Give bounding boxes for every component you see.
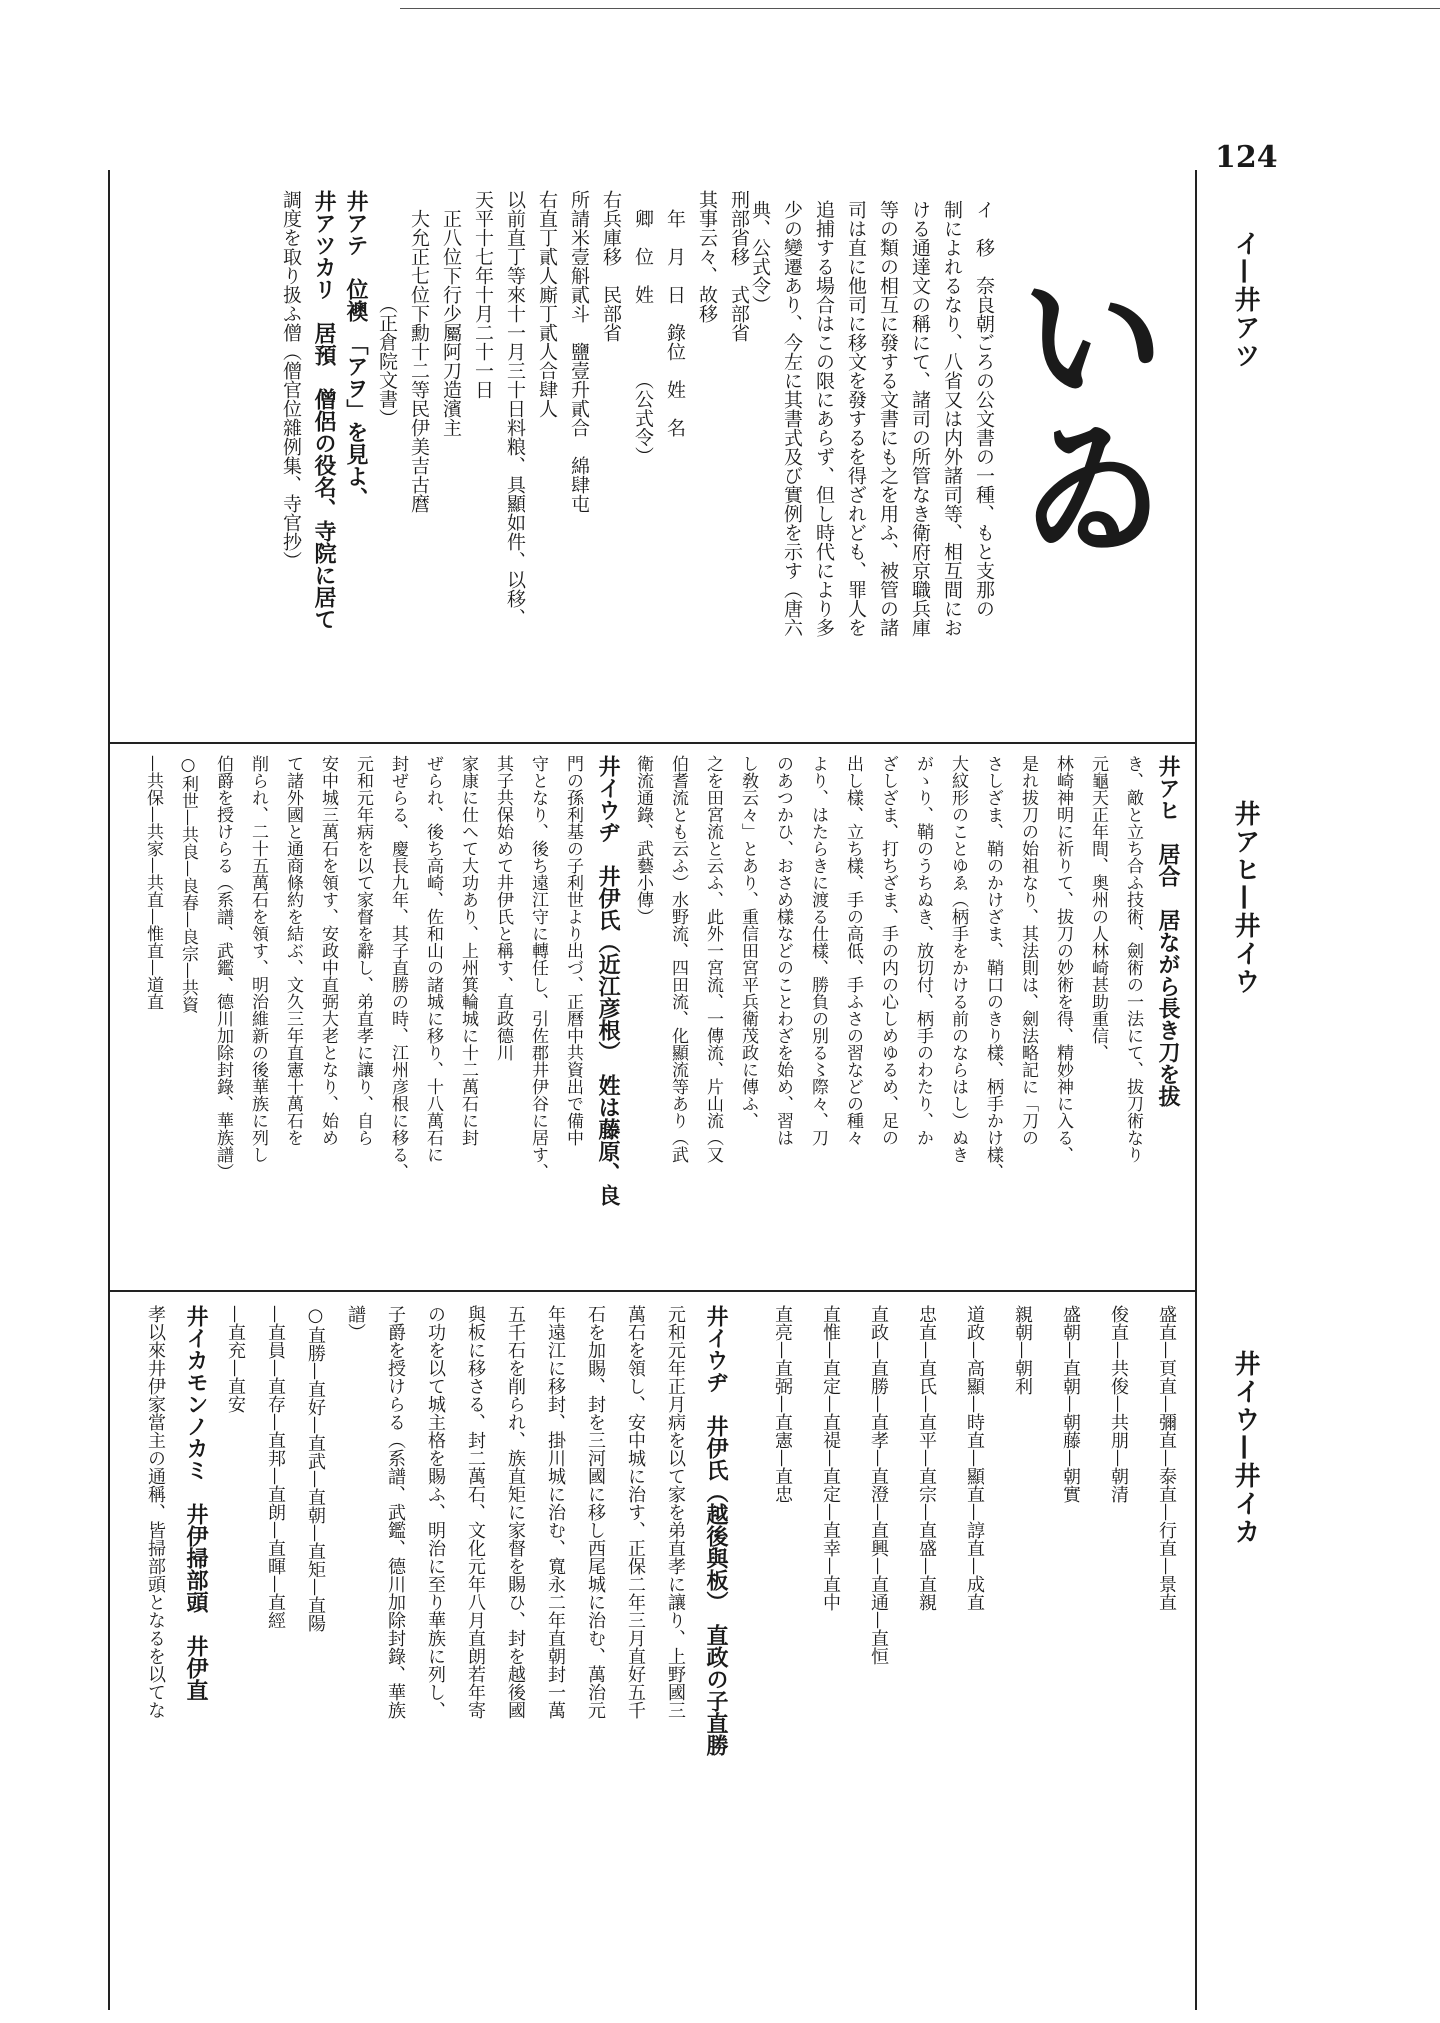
text-line: より、はたらきに渡る仕樣、勝負の別る〻際々、刀 [808, 755, 828, 1146]
text-line: 家康に仕へて大功あり、上州箕輪城に十二萬石に封 [458, 755, 478, 1146]
entry-heading: 井イカモンノカミ 井伊掃部頭 井伊直 [183, 1305, 208, 1701]
section-divider-1 [108, 742, 1196, 744]
text-line: 之を田宮流と云ふ、此外一宮流、一傳流、片山流（又 [703, 755, 723, 1163]
text-line: 大紋形のことゆゑ（柄手をかける前のならはし）ぬき [948, 755, 968, 1163]
text-line: 伯耆流とも云ふ）水野流、四田流、化顯流等あり（武 [668, 755, 688, 1163]
text-line: 孝以來井伊家當主の通稱、皆掃部頭となるを以てな [145, 1305, 166, 1719]
entry-heading: 井アテ 位襖 「アヲ」を見よ、 [343, 190, 368, 509]
text-line: 天平十七年十月二十一日 [472, 190, 494, 399]
text-line: 元和元年正月病を以て家を弟直孝に讓り、上野國三 [665, 1305, 686, 1719]
middle-text [115, 755, 1185, 1280]
upper-right-text [749, 200, 1000, 720]
text-line: の功を以て城主格を賜ふ、明治に至り華族に列し、 [425, 1305, 446, 1719]
genealogy-line: 忠直—直氏—直平—直宗—直盛—直親 [916, 1305, 937, 1611]
genealogy-chart [740, 1305, 1190, 2005]
text-line: ける通達文の稱にて、諸司の所管なき衛府京職兵庫 [909, 200, 931, 637]
text-line: 典、公式令） [749, 200, 771, 314]
entry-heading: 井イウヂ 井伊氏（越後與板） 直政の子直勝 [703, 1305, 728, 1756]
text-line: 追捕する場合はこの限にあらず、但し時代により多 [813, 200, 835, 637]
text-line: 封ぜらる、慶長九年、其子直勝の時、江州彦根に移る、 [388, 755, 408, 1180]
genealogy-line: ○利世—共良—良春—良宗—共資 [178, 755, 198, 1013]
text-line: て諸外國と通商條約を結ぶ、文久三年直憲十萬石を [283, 755, 303, 1146]
text-line: 右兵庫移 民部省 [600, 190, 622, 342]
running-header-column [1195, 170, 1300, 2010]
text-line: 刑部省移 式部省 [728, 190, 750, 342]
text-line: 林崎神明に祈りて、拔刀の妙術を得、精妙神に入る、 [1053, 755, 1073, 1163]
text-line: 以前直丁等來十一月三十日料粮、具顯如件、以移、 [504, 190, 526, 627]
genealogy-line: 直政—直勝—直孝—直澄—直興—直通—直恒 [868, 1305, 889, 1665]
text-line: 制によれるなり、八省又は内外諸司等、相互間にお [941, 200, 963, 637]
text-line: 萬石を領し、安中城に治す、正保二年三月直好五千 [625, 1305, 646, 1719]
text-line: 安中城三萬石を領す、安政中直弼大老となり、始め [318, 755, 338, 1146]
text-line: 衛流通錄、武藝小傳） [633, 755, 653, 925]
runner-1: イ—井アツ [1230, 230, 1260, 370]
top-rule [400, 8, 1440, 9]
text-line: イ 移 奈良朝ごろの公文書の一種、もと支那の [973, 200, 995, 618]
entry-heading: 井イウヂ 井伊氏（近江彦根） 姓は藤原、良 [595, 755, 620, 1206]
text-line: 大允正七位下勳十二等民伊美吉古麿 [408, 190, 430, 513]
page-number: 124 [1215, 140, 1278, 175]
text-line: し敎云々」とあり、重信田宮平兵衛茂政に傳ふ、 [738, 755, 758, 1129]
text-line: 右直丁貳人廝丁貳人合肆人 [536, 190, 558, 418]
upper-left-text [115, 190, 755, 730]
genealogy-line: 道政—高顯—時直—顯直—諄直—成直 [964, 1305, 985, 1611]
genealogy-line: —共保—共家—共直—惟直—道直 [143, 755, 163, 1010]
text-line: 司は直に他司に移文を發するを得ざれども、罪人を [845, 200, 867, 637]
text-line: き、敵と立ち合ふ技術、劍術の一法にて、拔刀術なり [1123, 755, 1143, 1163]
genealogy-line: 直惟—直定—直禔—直定—直幸—直中 [820, 1305, 841, 1611]
text-line: 是れ拔刀の始祖なり、其法則は、劍法略記に「刀の [1018, 755, 1038, 1146]
genealogy-line: 俊直—共俊—共朋—朝清 [1108, 1305, 1129, 1503]
text-line: 所請米壹斛貳斗 鹽壹升貳合 綿肆屯 [568, 190, 590, 513]
text-line: 調度を取り扱ふ僧（僧官位雜例集、寺官抄） [280, 190, 302, 570]
text-line: 元和元年病を以て家督を辭し、弟直孝に讓り、自ら [353, 755, 373, 1146]
text-line: 其事云々、故移 [696, 190, 718, 323]
section-title-kana: いゐ [992, 260, 1168, 560]
text-line: 子爵を授けらる（系譜、武鑑、德川加除封錄、華族 [385, 1305, 406, 1719]
genealogy-line: ○直勝—直好—直武—直朝—直矩—直陽 [305, 1305, 326, 1632]
text-line: 削られ、二十五萬石を領す、明治維新の後華族に列し [248, 755, 268, 1163]
text-line: 年遠江に移封、掛川城に治む、寬永二年直朝封一萬 [545, 1305, 566, 1719]
text-line: 等の類の相互に發する文書にも之を用ふ、被管の諸 [877, 200, 899, 637]
text-line: 正八位下行少屬阿刀造濱主 [440, 190, 462, 437]
genealogy-line: 親朝—朝利 [1012, 1305, 1033, 1395]
text-line: 五千石を削られ、族直矩に家督を賜ひ、封を越後國 [505, 1305, 526, 1719]
text-line: ざしざま、打ちざま、手の内の心しめゆるめ、足の [878, 755, 898, 1146]
text-line: 與板に移さる、封二萬石、文化元年八月直朗若年寄 [465, 1305, 486, 1719]
section-divider-2 [108, 1290, 1196, 1292]
genealogy-line: 盛朝—直朝—朝藤—朝實 [1060, 1305, 1081, 1503]
text-line: 年 月 日 錄位 姓 名 [664, 190, 686, 437]
lower-left-text [115, 1305, 735, 2005]
genealogy-line: 直亮—直弼—直憲—直忠 [772, 1305, 793, 1503]
runner-2: 井アヒ—井イウ [1230, 800, 1260, 996]
text-line: 元龜天正年間、奥州の人林崎甚助重信、 [1088, 755, 1108, 1061]
text-line: 譜） [345, 1305, 366, 1341]
text-line: がゝり、鞘のうちぬき、放切付、柄手のわたり、か [913, 755, 933, 1146]
text-line: 門の孫利基の子利世より出づ、正曆中共資出で備中 [563, 755, 583, 1146]
text-line: 少の變遷あり、今左に其書式及び實例を示す（唐六 [781, 200, 803, 637]
genealogy-line: —直充—直安 [225, 1305, 246, 1413]
genealogy-line: —直員—直存—直邦—直朗—直暉—直經 [265, 1305, 286, 1629]
genealogy-line: 盛直—頁直—彌直—泰直—行直—景直 [1156, 1305, 1177, 1611]
text-line: 守となり、後ち遠江守に轉任し、引佐郡井伊谷に居す、 [528, 755, 548, 1180]
text-line: （正倉院文書） [376, 190, 398, 428]
text-line: さしざま、鞘のかけざま、鞘口のきり樣、柄手かけ樣、 [983, 755, 1003, 1180]
text-line: 出し樣、立ち樣、手の高低、手ふさの習などの種々 [843, 755, 863, 1146]
text-line: のあつかひ、おさめ樣などのことわざを始め、習は [773, 755, 793, 1146]
text-line: ぜられ、後ち高崎、佐和山の諸城に移り、十八萬石に [423, 755, 443, 1163]
text-line: 石を加賜、封を三河國に移し西尾城に治む、萬治元 [585, 1305, 606, 1719]
text-line: 卿 位 姓 （公式令） [632, 190, 654, 466]
text-line: 其子共保始めて井伊氏と稱す、直政德川 [493, 755, 513, 1061]
entry-heading: 井アツカリ 居預 僧侶の役名、寺院に居て [311, 190, 336, 630]
text-line: 伯爵を授けらる（系譜、武鑑、德川加除封錄、華族譜） [213, 755, 233, 1180]
runner-3: 井イウ—井イカ [1230, 1350, 1260, 1546]
entry-heading: 井アヒ 居合 居ながら長き刀を拔 [1155, 755, 1180, 1107]
